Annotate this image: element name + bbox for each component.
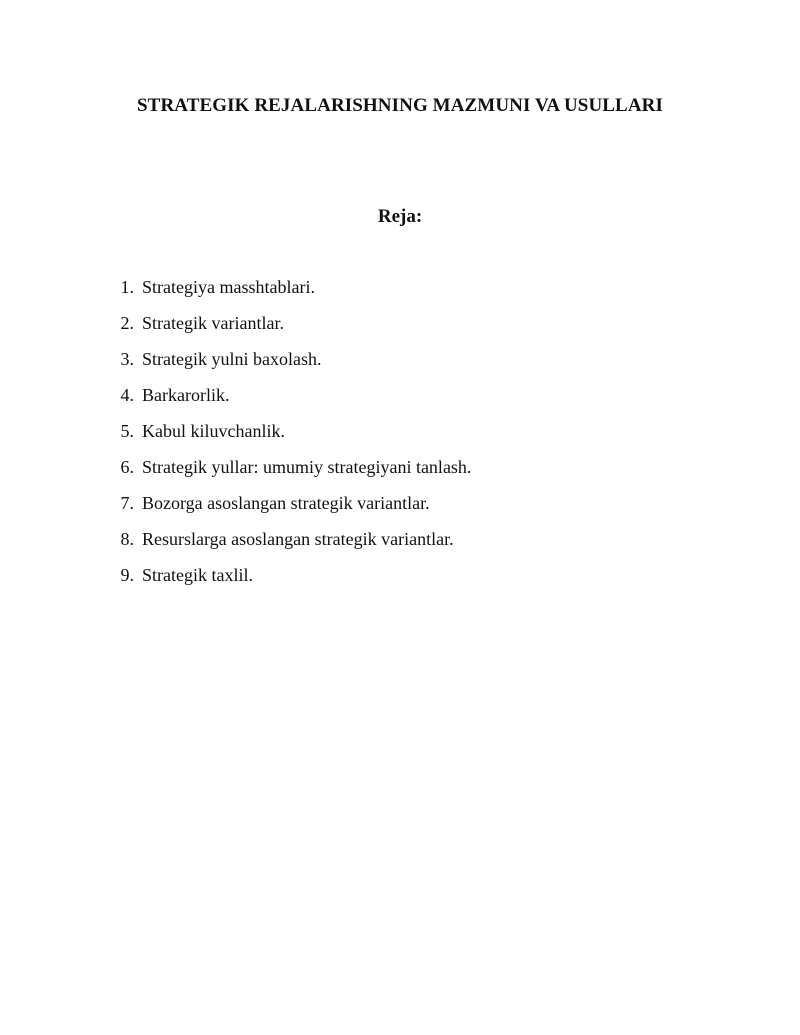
plan-heading: Reja: (377, 206, 423, 227)
plan-item-number: 4. (120, 385, 134, 405)
plan-item-number: 3. (120, 349, 134, 369)
plan-item-text: Strategik taxlil. (142, 565, 253, 585)
plan-item-text: Barkarorlik. (142, 385, 230, 405)
plan-item-text: Strategik yullar: umumiy strategiyani tanlash. (142, 457, 472, 477)
plan-item-text: Strategiya masshtablari. (142, 277, 315, 297)
plan-item-number: 8. (120, 529, 134, 549)
plan-item-number: 7. (120, 493, 134, 513)
document-title: STRATEGIK REJALARISHNING MAZMUNI VA USULLARI (137, 95, 663, 116)
plan-item-number: 1. (120, 277, 134, 297)
plan-item-number: 9. (120, 565, 134, 585)
plan-item-number: 6. (120, 457, 134, 477)
plan-item-text: Bozorga asoslangan strategik variantlar. (142, 493, 430, 513)
plan-item-text: Kabul kiluvchanlik. (142, 421, 285, 441)
plan-item-number: 2. (120, 313, 134, 333)
plan-item-number: 5. (120, 421, 134, 441)
plan-item-text: Resurslarga asoslangan strategik variantlar. (142, 529, 454, 549)
plan-item-text: Strategik yulni baxolash. (142, 349, 322, 369)
plan-item-text: Strategik variantlar. (142, 313, 284, 333)
